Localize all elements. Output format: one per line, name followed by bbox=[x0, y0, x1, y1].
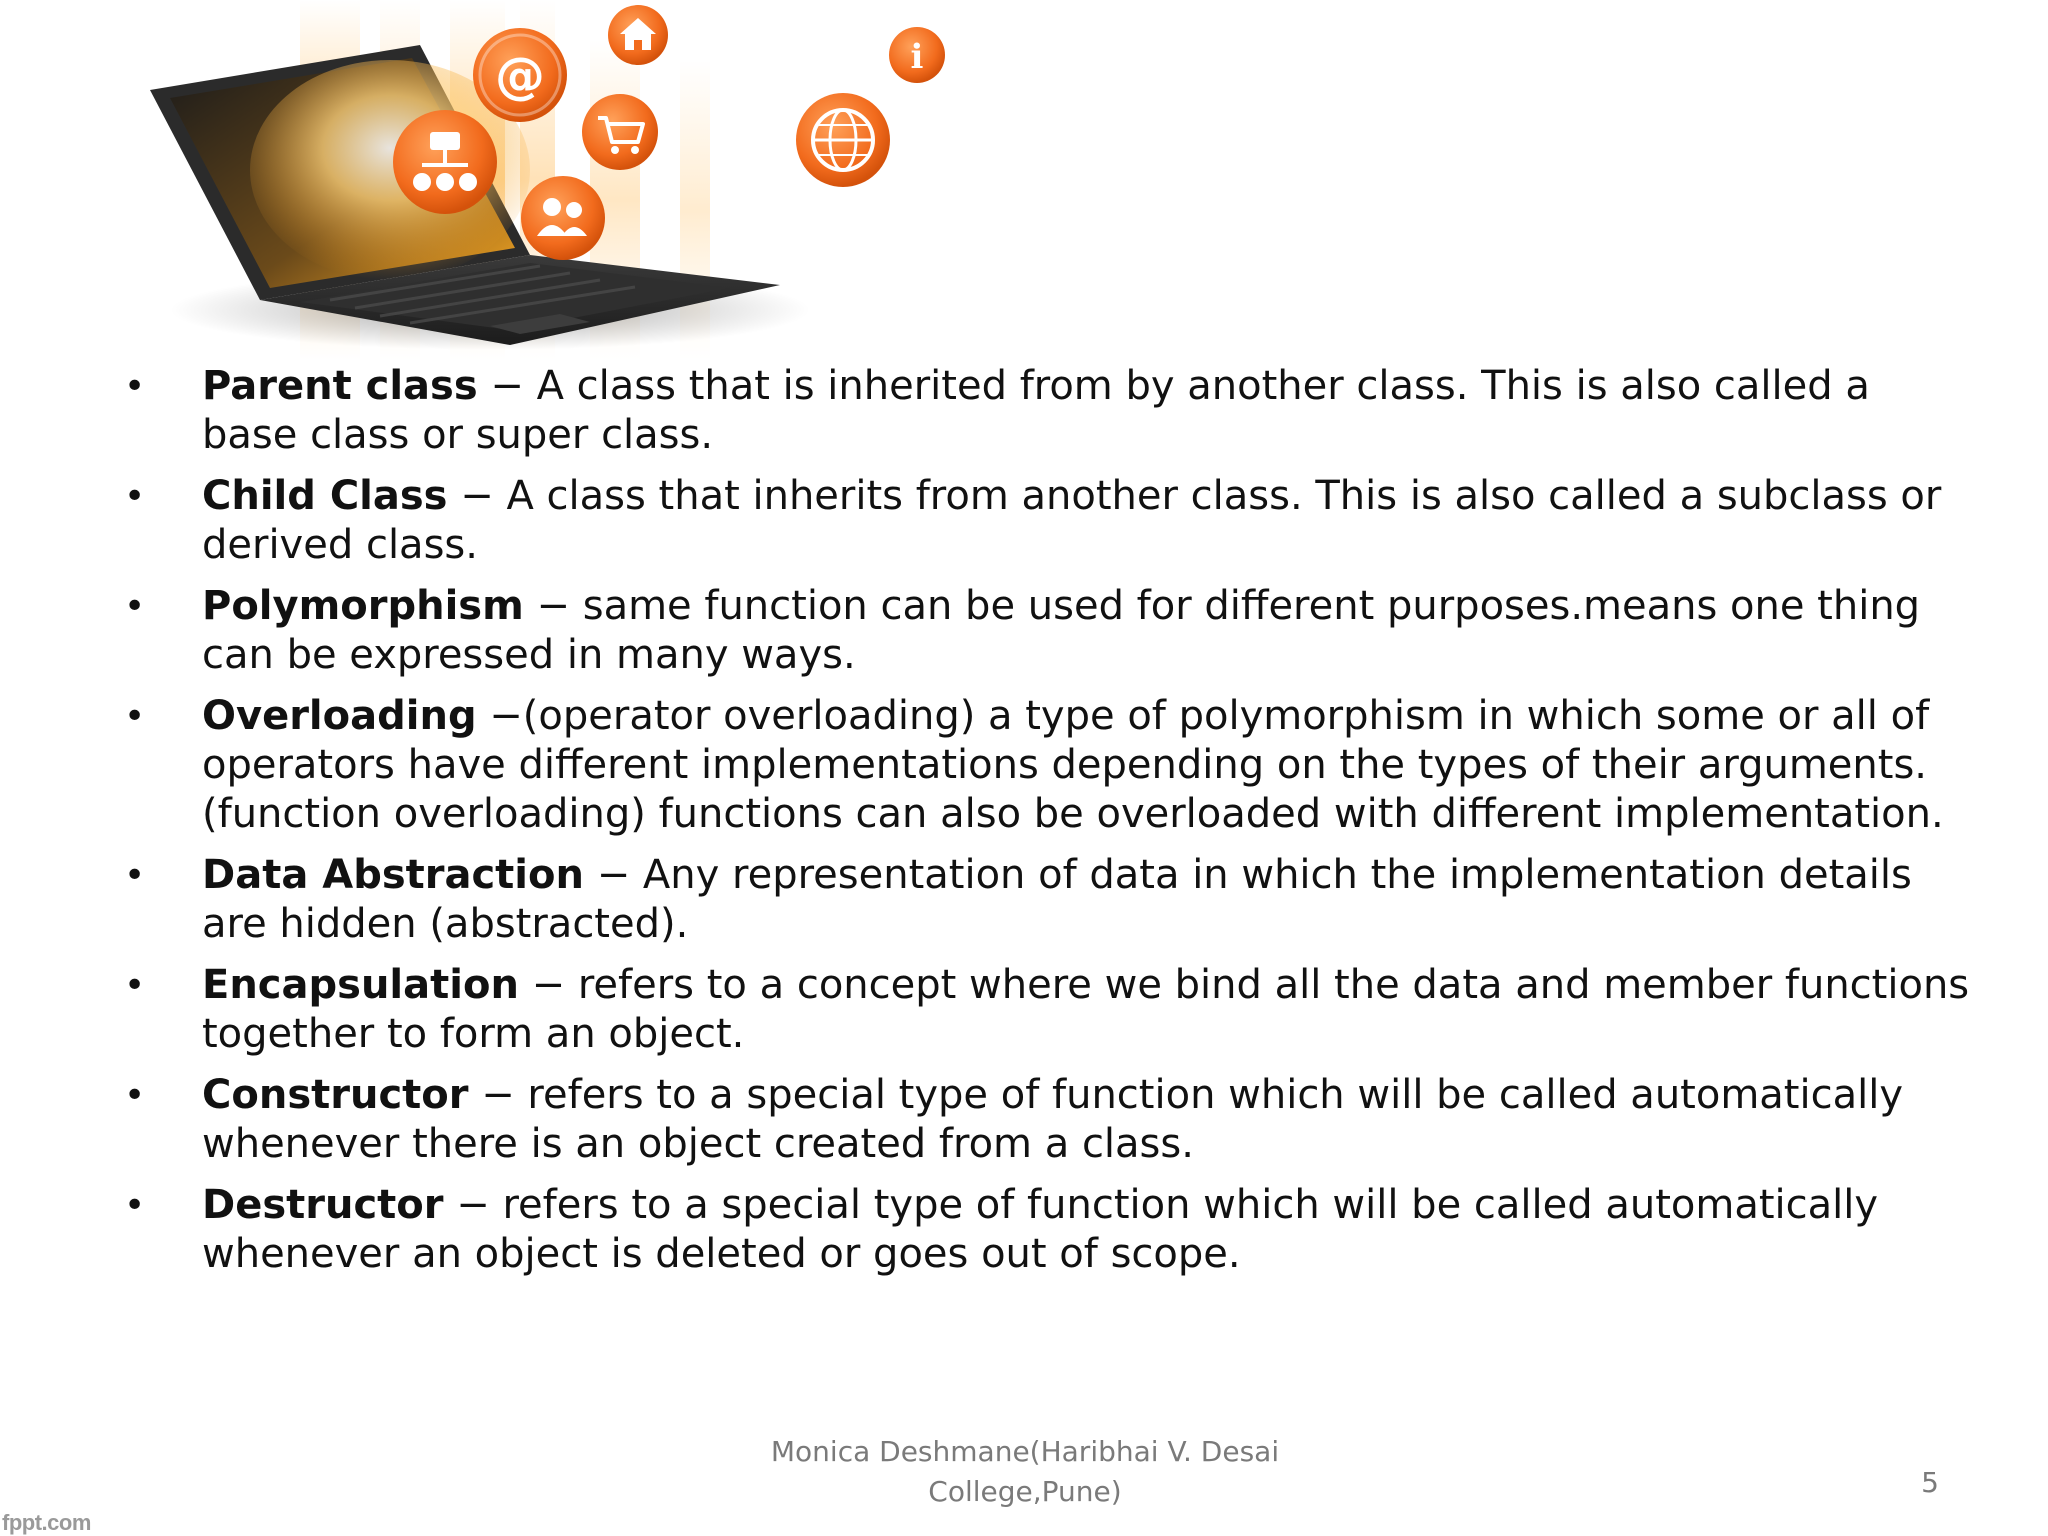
term-label: Constructor bbox=[202, 1072, 469, 1118]
bullet-dot: • bbox=[124, 1075, 146, 1116]
term-definition: − refers to a special type of function which will be called automatically whenever an object is deleted or goes out of scope. bbox=[202, 1182, 1879, 1277]
bullet-dot: • bbox=[124, 855, 146, 896]
term-label: Data Abstraction bbox=[202, 852, 584, 898]
term-definition: − refers to a special type of function which will be called automatically whenever there is an object created from a class. bbox=[202, 1072, 1903, 1167]
term-label: Polymorphism bbox=[202, 583, 524, 629]
bullet-dot: • bbox=[124, 366, 146, 407]
bullet-dot: • bbox=[124, 586, 146, 627]
cart-icon bbox=[582, 94, 658, 170]
term-label: Parent class bbox=[202, 363, 478, 409]
term-definition: − same function can be used for different purposes.means one thing can be expressed in many ways. bbox=[202, 583, 1921, 678]
term-definition: − A class that is inherited from by another class. This is also called a base class or super class. bbox=[202, 363, 1870, 458]
watermark: fppt.com bbox=[2, 1510, 91, 1535]
bullet-dot: • bbox=[124, 1185, 146, 1226]
term-definition: − Any representation of data in which the implementation details are hidden (abstracted). bbox=[202, 852, 1912, 947]
list-item bbox=[120, 851, 1970, 949]
term-label: Overloading bbox=[202, 693, 477, 739]
info-icon bbox=[889, 27, 945, 83]
term-definition: − A class that inherits from another class. This is also called a subclass or derived class. bbox=[202, 473, 1942, 568]
svg-text:@: @ bbox=[495, 47, 545, 105]
term-label: Destructor bbox=[202, 1182, 444, 1228]
list-item bbox=[120, 961, 1970, 1059]
svg-text:i: i bbox=[910, 37, 924, 77]
page-number: 5 bbox=[1921, 1466, 1939, 1499]
footer-author-line1: Monica Deshmane(Haribhai V. Desai bbox=[770, 1435, 1280, 1468]
list-item bbox=[120, 692, 1970, 839]
list-item bbox=[120, 362, 1970, 460]
bullet-list bbox=[120, 362, 1970, 1279]
bullet-dot: • bbox=[124, 696, 146, 737]
users-icon bbox=[521, 176, 605, 260]
term-definition: − refers to a concept where we bind all the data and member functions together to form an object. bbox=[202, 962, 1970, 1057]
bullet-list-container bbox=[120, 362, 1970, 1291]
home-icon bbox=[608, 5, 668, 65]
hero-illustration bbox=[90, 0, 1010, 360]
list-item bbox=[120, 1181, 1970, 1279]
globe-icon bbox=[796, 93, 890, 187]
bullet-dot: • bbox=[124, 965, 146, 1006]
sitemap-icon bbox=[393, 110, 497, 214]
term-label: Encapsulation bbox=[202, 962, 519, 1008]
term-label: Child Class bbox=[202, 473, 448, 519]
term-definition: −(operator overloading) a type of polymorphism in which some or all of operators have different implementations depending on the types of their arguments. (function overloading) functions can also be overloaded with different implementation. bbox=[202, 693, 1944, 837]
bullet-dot: • bbox=[124, 476, 146, 517]
email-at-icon bbox=[473, 28, 567, 122]
list-item bbox=[120, 582, 1970, 680]
list-item bbox=[120, 1071, 1970, 1169]
slide-footer bbox=[700, 1432, 1350, 1512]
list-item bbox=[120, 472, 1970, 570]
footer-author-line2: College,Pune) bbox=[928, 1475, 1122, 1508]
